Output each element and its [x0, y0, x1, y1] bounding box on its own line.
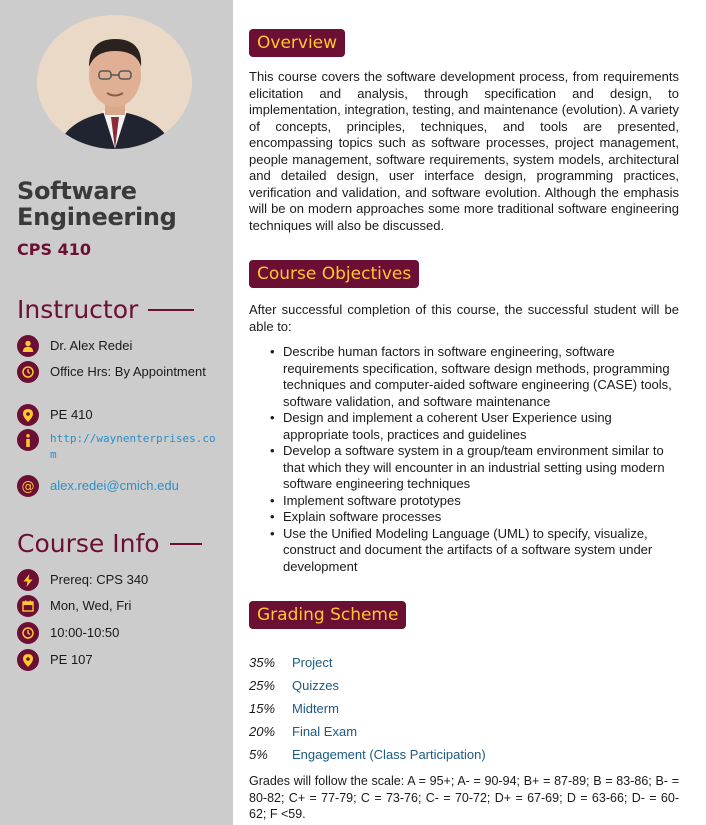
grade-percent: 35%	[249, 655, 276, 670]
office-location: PE 410	[50, 407, 93, 422]
instructor-heading-text: Instructor	[17, 295, 139, 324]
class-time: 10:00-10:50	[50, 625, 120, 640]
list-item: • Explain software processes	[270, 509, 680, 526]
map-marker-icon	[17, 404, 39, 426]
course-info-heading-text: Course Info	[17, 529, 160, 558]
grade-percent: 5%	[249, 747, 268, 762]
list-item: • Implement software prototypes	[270, 493, 680, 510]
office-hours-row	[17, 363, 208, 383]
clock-icon	[17, 361, 39, 383]
course-code: CPS 410	[17, 240, 91, 259]
user-icon	[17, 335, 39, 357]
email-link[interactable]: alex.redei@cmich.edu	[50, 478, 179, 493]
sidebar	[0, 0, 233, 825]
office-hours: Office Hrs: By Appointment	[50, 364, 206, 379]
class-days: Mon, Wed, Fri	[50, 598, 132, 613]
grade-component: Final Exam	[292, 724, 358, 739]
email-row	[17, 477, 215, 497]
grade-row	[249, 747, 486, 762]
list-item: • Use the Unified Modeling Language (UML) to specify, visualize, construct and document the artifacts of a software system under development	[270, 526, 680, 576]
course-info-heading	[17, 529, 202, 558]
grade-row	[249, 701, 339, 716]
prereq-row	[17, 571, 215, 591]
grading-heading: Grading Scheme	[249, 601, 406, 629]
room-row	[17, 651, 215, 671]
grade-component: Quizzes	[292, 678, 339, 693]
time-row	[17, 624, 215, 644]
grade-scale: Grades will follow the scale: A = 95+; A- = 90-94; B+ = 87-89; B = 83-86; B- = 80-82; C+ = 77-79; C = 73-76; C- = 70-72; D+ = 67-69; D = 63-66; D- = 60-62; F <59.	[249, 774, 679, 821]
website-link[interactable]: http://waynenterprises.com	[50, 432, 216, 461]
website-row	[17, 431, 218, 463]
list-item: • Design and implement a coherent User Experience using appropriate tools, practices and guidelines	[270, 410, 680, 443]
svg-text:@: @	[21, 479, 35, 493]
grade-row	[249, 678, 339, 693]
grade-component: Project	[292, 655, 333, 670]
course-title: Software Engineering	[17, 177, 177, 231]
objectives-heading: Course Objectives	[249, 260, 419, 288]
instructor-name-row	[17, 337, 215, 357]
prereq: Prereq: CPS 340	[50, 572, 149, 587]
at-icon	[17, 475, 39, 497]
grade-percent: 15%	[249, 701, 276, 716]
clock-icon	[17, 622, 39, 644]
grade-percent: 20%	[249, 724, 276, 739]
grade-percent: 25%	[249, 678, 276, 693]
grade-row	[249, 655, 332, 670]
list-item: • Describe human factors in software engineering, software requirements specification, software design methods, programming techniques and computer-aided software engineering (CASE) tools, software validation, and software maintenance	[270, 344, 680, 410]
objectives-intro: After successful completion of this course, the successful student will be able to:	[249, 302, 679, 334]
avatar	[37, 15, 192, 149]
grade-component: Midterm	[292, 701, 339, 716]
overview-heading: Overview	[249, 29, 345, 57]
days-row	[17, 597, 215, 617]
calendar-icon	[17, 595, 39, 617]
instructor-heading	[17, 295, 194, 324]
objectives-list	[270, 344, 680, 575]
grade-row	[249, 724, 357, 739]
heading-rule	[148, 309, 194, 311]
map-marker-icon	[17, 649, 39, 671]
info-icon	[17, 429, 39, 451]
list-item: • Develop a software system in a group/team environment similar to that which they will encounter in an industrial setting using modern software engineering techniques	[270, 443, 680, 493]
instructor-name: Dr. Alex Redei	[50, 338, 133, 353]
grade-component: Engagement (Class Participation)	[292, 747, 486, 762]
heading-rule	[170, 543, 202, 545]
office-row	[17, 406, 215, 426]
bolt-icon	[17, 569, 39, 591]
class-room: PE 107	[50, 652, 93, 667]
overview-text: This course covers the software development process, from requirements elicitation and analysis, through specification and design, to implementation, integration, testing, and maintenance (evolution). A variety of concepts, principles, techniques, and tools are presented, encompassing topics such as software processes, project management, people management, software requirements, system models, architectural and detailed design, user interface design, programming practices, verification and validation, and software evolution. Although the emphasis will be on modern approaches some more traditional software engineering techniques will also be discussed.	[249, 69, 679, 233]
